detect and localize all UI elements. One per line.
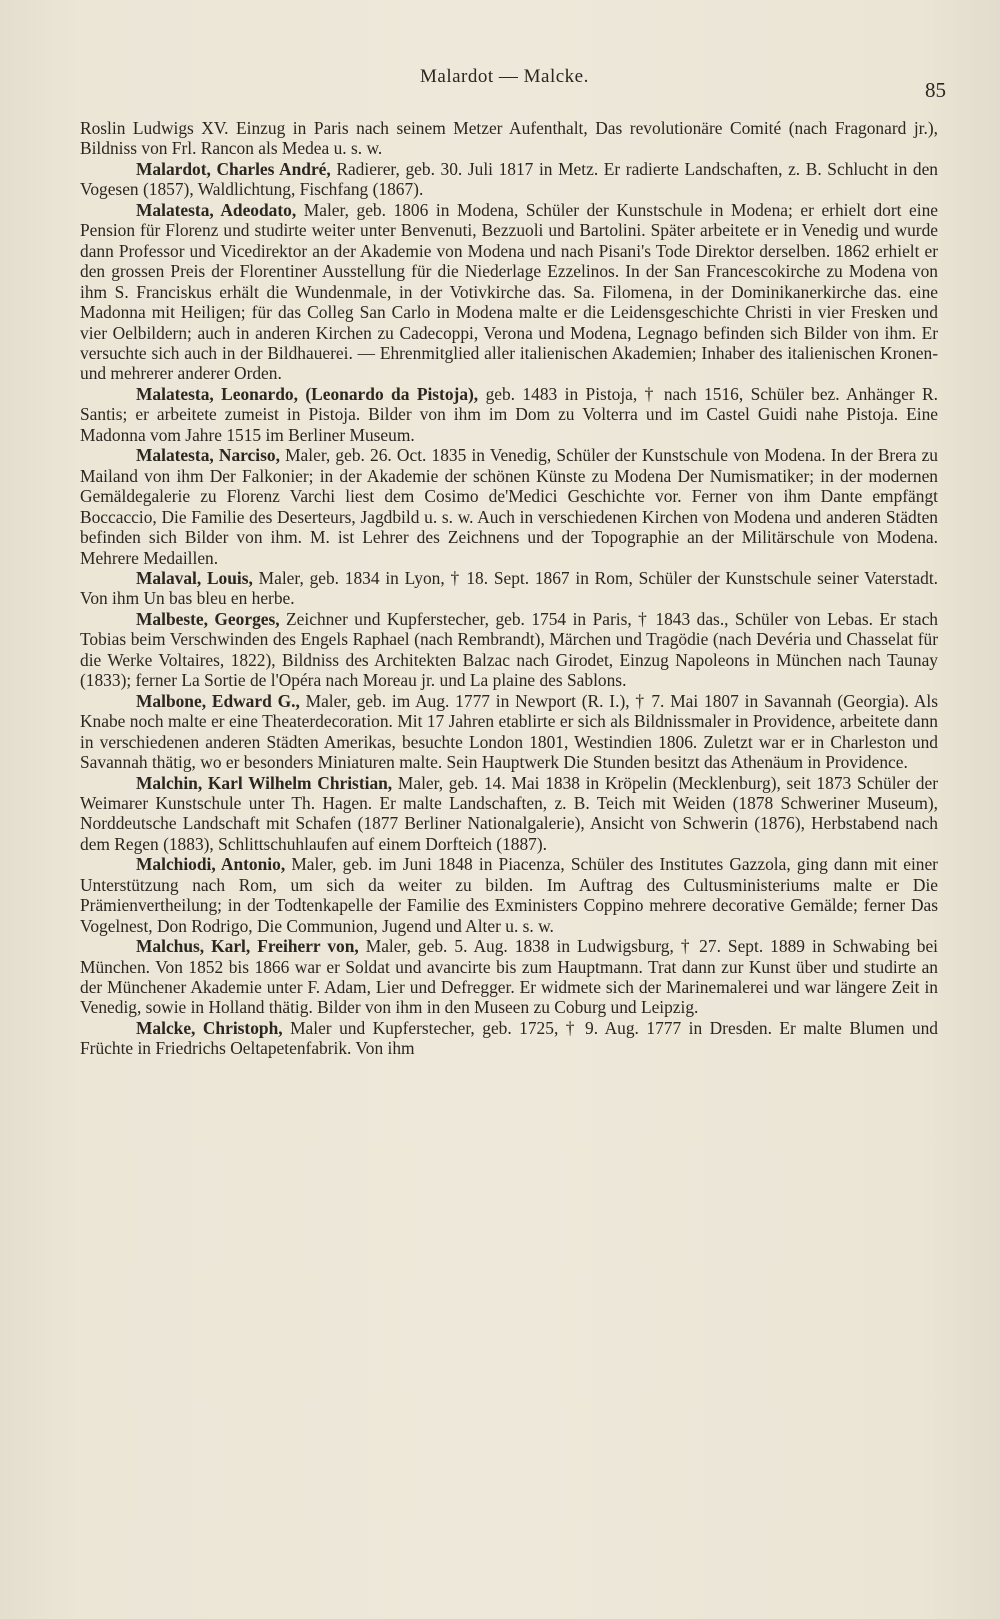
entry-malbeste-georges: [80, 609, 938, 691]
entry-name: Malatesta, Adeodato,: [136, 199, 297, 220]
entry-name: Malaval, Louis,: [136, 567, 253, 588]
entry-malatesta-leonardo: [80, 384, 938, 445]
entry-name: Malchin, Karl Wilhelm Christian,: [136, 772, 393, 793]
entry-malcke-christoph: [80, 1018, 938, 1059]
entry-name: Malbone, Edward G.,: [136, 690, 300, 711]
entry-text: Maler, geb. 5. Aug. 1838 in Ludwigsburg, † 27. Sept. 1889 in Schwabing bei München. Von 1852 bis 1866 war er Soldat und avancirte bis zum Hauptmann. Trat dann zur Kunst über und studirte an der Münchener Akademie unter F. Adam, Lier und Defregger. Er widmete sich der Marinemalerei und war längere Zeit in Venedig, sowie in Holland thätig. Bilder von ihm in den Museen zu Coburg und Leipzig.: [80, 936, 939, 1018]
entry-malchin-karl: [80, 773, 938, 855]
entry-text: Maler, geb. 14. Mai 1838 in Kröpelin (Mecklenburg), seit 1873 Schüler der Weimarer Kunstschule unter Th. Hagen. Er malte Landschaften, z. B. Teich mit Weiden (1878 Schweriner Museum), Norddeutsche Landschaft mit Schafen (1877 Berliner Nationalgalerie), Ansicht von Schwerin (1876), Herbstabend nach dem Regen (1883), Schlittschuhlaufen auf einem Dorfteich (1887).: [80, 772, 938, 854]
entry-text: Maler und Kupferstecher, geb. 1725, † 9. Aug. 1777 in Dresden. Er malte Blumen und Früchte in Friedrichs Oeltapetenfabrik. Von ihm: [80, 1017, 938, 1059]
entry-text: Maler, geb. 1806 in Modena, Schüler der Kunstschule in Modena; er erhielt dort eine Pension für Florenz und studirte weiter unter Benvenuti, Bezzuoli und Bartolini. Später arbeitete er in Venedig und wurde dann Professor und Vicedirektor an der Akademie von Modena und nach Pisani's Tode Direktor derselben. 1862 erhielt er den grossen Preis der Florentiner Ausstellung für die Niederlage Ezzelinos. In der San Francescokirche zu Modena von ihm S. Franciskus erhält die Wundenmale, in der Votivkirche das. Sa. Filomena, in der Dominikanerkirche das. eine Madonna mit Heiligen; für das Colleg San Carlo in Modena malte er die Leidensgeschichte Christi in vier Fresken und vier Oelbildern; auch in anderen Kirchen zu Cadecoppi, Verona und Modena, Legnago befinden sich Bilder von ihm. Er versuchte sich auch in der Bildhauerei. — Ehrenmitglied aller italienischen Akademien; Inhaber des italienischen Kronen- und mehrerer anderer Orden.: [80, 199, 938, 384]
entry-text: Maler, geb. 1834 in Lyon, † 18. Sept. 1867 in Rom, Schüler der Kunstschule seiner Vaterstadt. Von ihm Un bas bleu en herbe.: [80, 567, 938, 609]
entry-name: Malchiodi, Antonio,: [136, 854, 286, 875]
entry-malardot-charles: [80, 159, 938, 200]
entry-name: Malbeste, Georges,: [136, 608, 280, 629]
entry-name: Malatesta, Narciso,: [136, 445, 280, 466]
entry-malchiodi-antonio: [80, 854, 938, 936]
entry-name: Malatesta, Leonardo, (Leonardo da Pistoja),: [136, 383, 479, 404]
page-body: [80, 118, 938, 1059]
entry-malatesta-adeodato: [80, 200, 938, 384]
running-title: Malardot — Malcke.: [420, 66, 589, 87]
entry-name: Malcke, Christoph,: [136, 1017, 283, 1038]
entry-text: Radierer, geb. 30. Juli 1817 in Metz. Er radierte Landschaften, z. B. Schlucht in den Vogesen (1857), Waldlichtung, Fischfang (1867).: [80, 158, 938, 200]
entry-text: Maler, geb. im Aug. 1777 in Newport (R. I.), † 7. Mai 1807 in Savannah (Georgia). Als Knabe noch malte er eine Theaterdecoration. Mit 17 Jahren etablirte er sich als Bildnissmaler in Providence, arbeitete dann in verschiedenen anderen Städten Amerikas, besuchte London 1801, Westindien 1806. Zuletzt war er in Charleston und Savannah thätig, wo er besonders Miniaturen malte. Sein Hauptwerk Die Stunden besitzt das Athenäum in Providence.: [80, 690, 939, 773]
entry-malchus-karl: [80, 936, 938, 1018]
entry-text: Maler, geb. im Juni 1848 in Piacenza, Schüler des Institutes Gazzola, ging dann mit einer Unterstützung nach Rom, um sich da weiter zu bilden. Im Auftrag des Cultusministeriums malte er Die Prämienvertheilung; in der Todtenkapelle der Familie des Exministers Coppino mehrere decorative Gemälde; ferner Das Vogelnest, Don Rodrigo, Die Communion, Jugend und Alter u. s. w.: [80, 854, 938, 936]
page-number: 85: [925, 78, 946, 102]
entry-name: Malardot, Charles André,: [136, 158, 331, 179]
entry-name: Malchus, Karl, Freiherr von,: [136, 936, 359, 957]
continuation-paragraph: Roslin Ludwigs XV. Einzug in Paris nach seinem Metzer Aufenthalt, Das revolutionäre Comité (nach Fragonard jr.), Bildniss von Frl. Rancon als Medea u. s. w.: [80, 118, 938, 159]
entry-text: Zeichner und Kupferstecher, geb. 1754 in Paris, † 1843 das., Schüler von Lebas. Er stach Tobias beim Verschwinden des Engels Raphael (nach Rembrandt), Märchen und Tragödie (nach Devéria und Chasselat für die Werke Voltaires, 1822), Bildniss des Architekten Balzac nach Girodet, Einzug Napoleons in München nach Taunay (1833); ferner La Sortie de l'Opéra nach Moreau jr. und La plaine des Sablons.: [80, 608, 938, 691]
entry-text: Maler, geb. 26. Oct. 1835 in Venedig, Schüler der Kunstschule von Modena. In der Brera zu Mailand von ihm Der Falkonier; in der Akademie der schönen Künste zu Modena Der Numismatiker; in der modernen Gemäldegalerie zu Florenz Varchi liest dem Cosimo de'Medici Geschichte vor. Ferner von ihm Dante empfängt Boccaccio, Die Familie des Deserteurs, Jagdbild u. s. w. Auch in verschiedenen Kirchen von Modena und anderen Städten befinden sich Bilder von ihm. M. ist Lehrer des Zeichnens und der Topographie an der Militärschule von Modena. Mehrere Medaillen.: [80, 445, 939, 568]
entry-malbone-edward: [80, 691, 938, 773]
page-header: [0, 66, 1000, 102]
entry-malatesta-narciso: [80, 445, 938, 568]
entry-malaval-louis: [80, 568, 938, 609]
entry-text: geb. 1483 in Pistoja, † nach 1516, Schüler bez. Anhänger R. Santis; er arbeitete zumeist in Pistoja. Bilder von ihm im Dom zu Volterra und im Castel Guidi nahe Pistoja. Eine Madonna vom Jahre 1515 im Berliner Museum.: [80, 383, 938, 445]
